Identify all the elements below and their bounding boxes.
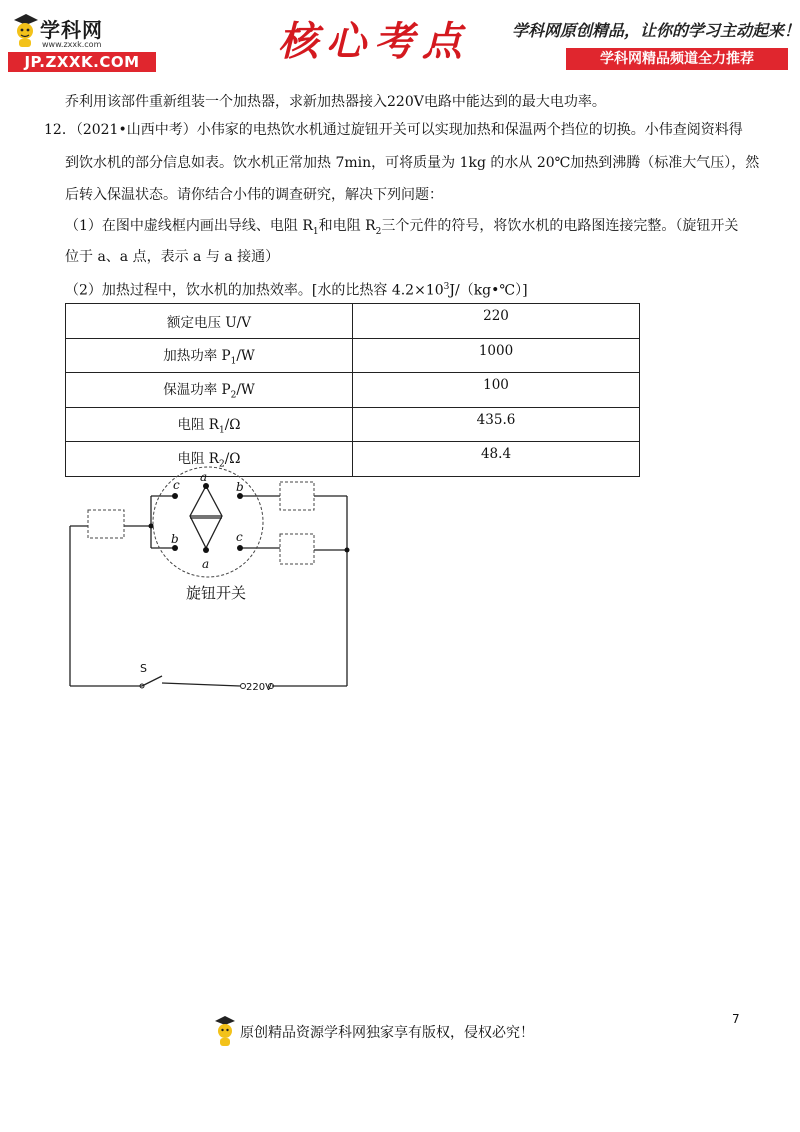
intro-line: 乔利用该部件重新组装一个加热器，求新加热器接入220V电路中能达到的最大电功率。: [65, 94, 606, 110]
table-cell-value: 1000: [353, 338, 640, 373]
table-cell-value: 100: [353, 373, 640, 408]
label-b-right: b: [236, 480, 244, 494]
question-text-line3: 后转入保温状态。请你结合小伟的调查研究，解决下列问题：: [65, 187, 443, 203]
question-line1-text: （2021•山西中考）小伟家的电热饮水机通过旋钮开关可以实现加热和保温两个挡位的切换。小伟查阅资料得: [75, 122, 743, 138]
row-label-subscript: 2: [230, 391, 237, 402]
row-label-subscript: 2: [218, 460, 225, 471]
dashed-box-bottom-right: [280, 534, 314, 564]
row-label-unit: /W: [236, 347, 255, 364]
label-voltage: 220V: [246, 682, 272, 693]
header-banner: 学科网精品频道全力推荐: [566, 48, 788, 70]
table-cell-label: [66, 338, 353, 373]
part1-text-b: 和电阻 R: [318, 218, 376, 234]
part1-text-c: 三个元件的符号，将饮水机的电路图连接完整。（旋钮开关: [381, 218, 739, 234]
row-label-unit: /Ω: [224, 451, 241, 468]
table-cell-label: [66, 304, 353, 339]
part1-text-a: （1）在图中虚线框内画出导线、电阻 R: [65, 218, 313, 234]
logo-mascot-icon: [10, 12, 40, 48]
row-label-text: 额定电压 U/V: [167, 314, 251, 331]
row-label-subscript: 1: [230, 356, 237, 367]
question-number: 12．: [44, 122, 76, 138]
terminal-a-bottom: [203, 547, 209, 553]
voltage-terminal-left: [241, 684, 246, 689]
question-text-line2: 到饮水机的部分信息如表。饮水机正常加热 7min，可将质量为 1kg 的水从 20℃加热到沸腾（标准大气压），然: [65, 155, 760, 171]
table-row: [66, 373, 640, 408]
row-label-text: 加热功率 P: [163, 347, 231, 364]
table-cell-value: 48.4: [353, 442, 640, 477]
part2-text-b: J/（kg•℃）]: [449, 282, 528, 299]
table-cell-label: [66, 373, 353, 408]
junction-dot-left: [149, 524, 154, 529]
row-label-subscript: 1: [218, 425, 225, 436]
part2-line: [65, 277, 528, 301]
terminal-c-left: [172, 493, 178, 499]
logo-domain-badge: JP.ZXXK.COM: [8, 52, 156, 72]
row-label-unit: /Ω: [224, 416, 241, 433]
label-a-top: a: [200, 470, 208, 484]
part2-text-a: （2）加热过程中，饮水机的加热效率。[水的比热容 4.2×10: [65, 282, 444, 299]
question-text-line1: [44, 120, 743, 140]
table-row: [66, 338, 640, 373]
table-cell-value: 435.6: [353, 407, 640, 442]
exponent: 3: [443, 282, 450, 292]
switch-blade: [142, 676, 162, 686]
table-row: [66, 304, 640, 339]
footer-mascot-icon: [212, 1014, 238, 1048]
label-a-bottom: a: [202, 557, 210, 571]
logo-url: www.zxxk.com: [42, 40, 102, 49]
rotary-contact-diamond: [190, 486, 222, 548]
circuit-diagram: [60, 464, 360, 694]
table-cell-label: [66, 407, 353, 442]
table-row: [66, 407, 640, 442]
terminal-c-right: [237, 545, 243, 551]
label-c-right: c: [236, 530, 243, 544]
subscript-1: 1: [312, 226, 319, 237]
page-number: 7: [732, 1012, 740, 1026]
knob-switch-label: 旋钮开关: [186, 584, 247, 602]
page-title: 核心考点: [278, 18, 470, 65]
row-label-text: 电阻 R: [177, 451, 219, 468]
table-cell-value: 220: [353, 304, 640, 339]
label-switch-s: S: [140, 662, 147, 675]
junction-dot-right: [345, 548, 350, 553]
dashed-box-top-right: [280, 482, 314, 510]
header-slogan: 学科网原创精品，让你的学习主动起来！: [512, 21, 800, 40]
dashed-box-left: [88, 510, 124, 538]
logo-name: 学科网: [40, 18, 103, 42]
row-label-unit: /W: [236, 382, 255, 399]
footer-copyright: 原创精品资源学科网独家享有版权，侵权必究！: [240, 1025, 534, 1041]
part1-line2: 位于 a、a 点，表示 a 与 a 接通）: [65, 249, 280, 265]
label-b-left: b: [171, 532, 179, 546]
row-label-text: 保温功率 P: [163, 382, 231, 399]
label-c-left: c: [173, 478, 180, 492]
subscript-2: 2: [375, 226, 382, 237]
part1-line1: [65, 216, 738, 242]
bottom-wire-mid: [162, 683, 240, 686]
spec-table: [65, 303, 640, 477]
row-label-text: 电阻 R: [177, 416, 219, 433]
